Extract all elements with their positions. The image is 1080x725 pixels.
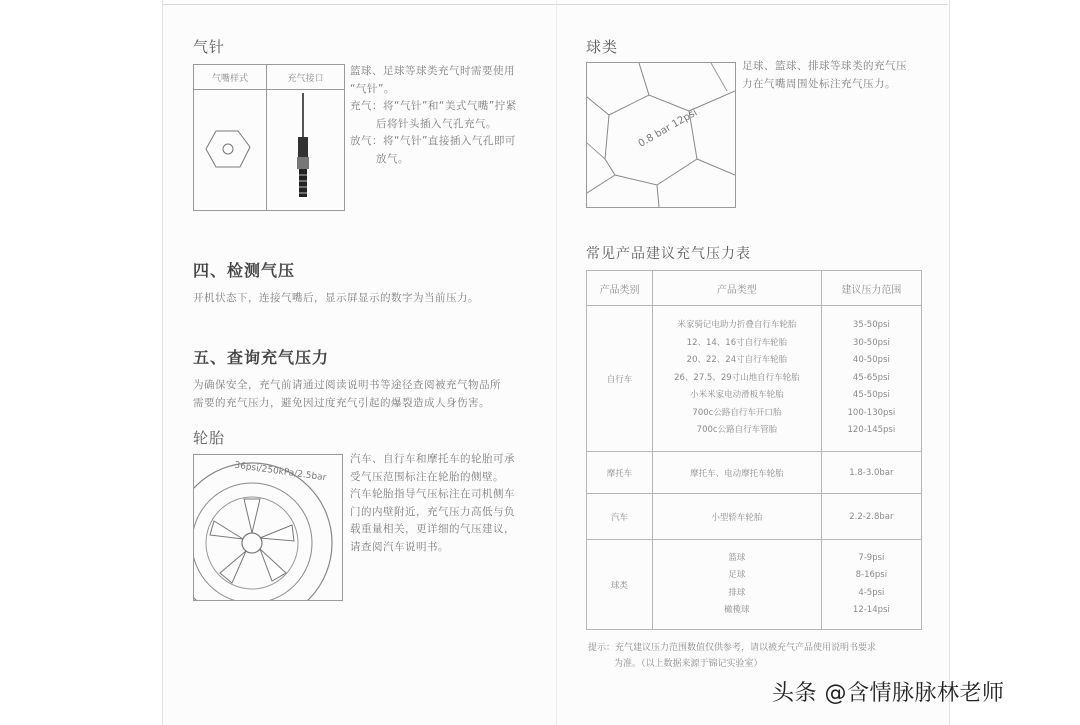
page-fold [556, 0, 557, 725]
category-cell: 自行车 [587, 306, 653, 452]
tire-title: 轮胎 [193, 429, 226, 447]
ball-title: 球类 [586, 38, 619, 56]
tire-line: 请查阅汽车说明书。 [350, 540, 449, 553]
table-row-bicycle [587, 306, 922, 452]
section5-line: 为确保安全，充气前请通过阅读说明书等途径查阅被充气物品所 [193, 379, 501, 391]
ball-line: 力在气嘴周围处标注充气压力。 [742, 77, 896, 90]
tire-sidewall-text: 36psi/250kPa/2.5bar [233, 460, 327, 484]
range-item: 45-50psi [852, 390, 890, 401]
range-cell: 1.8-3.0bar [821, 452, 921, 494]
range-item: 100-130psi [847, 407, 896, 418]
type-item: 700c公路自行车管胎 [696, 425, 778, 436]
table-row-balls [587, 540, 922, 630]
valve-style-header: 气嘴样式 [211, 74, 248, 84]
tire-description [350, 451, 540, 556]
note-line: 提示：充气建议压力范围数值仅供参考，请以被充气产品使用说明书要求 [588, 643, 877, 653]
needle-icon [292, 89, 314, 210]
type-item: 米家骑记电助力折叠自行车轮胎 [677, 320, 797, 331]
needle-line: 篮球、足球等球类充气时需要使用 [350, 65, 515, 77]
type-item: 700c公路自行车开口胎 [692, 407, 782, 418]
needle-title: 气针 [193, 38, 226, 56]
type-item: 篮球 [728, 552, 746, 563]
range-cell [821, 306, 921, 452]
needle-line: 充气：将“气针”和“美式气嘴”拧紧 [350, 100, 517, 112]
type-item: 足球 [728, 570, 746, 580]
header-type: 产品类型 [653, 271, 822, 306]
section5-text [193, 377, 501, 412]
needle-line: 放气。 [376, 152, 409, 165]
inflation-port-header: 充气接口 [287, 74, 324, 84]
section5-title: 五、查询充气压力 [193, 348, 330, 367]
table-row-motorcycle [587, 452, 922, 494]
range-item: 120-145psi [847, 425, 896, 436]
header-range: 建议压力范围 [821, 271, 921, 306]
ball-description [742, 58, 932, 93]
tire-line: 汽车轮胎指导气压标注在司机侧车 [350, 488, 515, 500]
table-header-row [587, 271, 922, 306]
needle-line: 放气：将“气针”直接插入气孔即可 [350, 135, 516, 147]
needle-line: “气针”。 [350, 82, 395, 95]
tire-line: 载重量相关，更详细的气压建议， [350, 523, 515, 535]
range-item: 7-9psi [858, 552, 885, 563]
section5-line: 需要的充气压力，避免因过度充气引起的爆裂造成人身伤害。 [193, 396, 490, 409]
type-cell [653, 306, 822, 452]
type-item: 橄榄球 [724, 605, 750, 615]
ball-pressure-label: 0.8 bar 12psi [636, 107, 700, 150]
note-line: 为准。（以上数据来源于锦记实验室） [614, 659, 763, 669]
section4-text: 开机状态下，连接气嘴后，显示屏显示的数字为当前压力。 [193, 292, 479, 304]
needle-figure-table [193, 64, 345, 211]
header-category: 产品类别 [587, 271, 653, 306]
valve-icon [202, 123, 258, 175]
ball-line: 足球、篮球、排球等球类的充气压 [742, 60, 907, 72]
range-item: 12-14psi [852, 605, 890, 615]
category-cell: 球类 [587, 540, 653, 630]
range-cell [821, 540, 921, 630]
table-notes [588, 640, 928, 672]
pressure-table [586, 270, 922, 630]
needle-description [350, 63, 540, 168]
section4-title: 四、检测气压 [193, 261, 296, 280]
range-item: 8-16psi [855, 570, 888, 580]
tire-line: 门的内壁附近，充气压力高低与负 [350, 505, 515, 518]
type-cell: 摩托车、电动摩托车轮胎 [653, 452, 822, 494]
range-item: 30-50psi [852, 337, 890, 348]
page-top-edge [162, 4, 948, 5]
type-item: 排球 [728, 587, 746, 598]
tire-line: 汽车、自行车和摩托车的轮胎可承 [350, 453, 515, 465]
category-cell: 摩托车 [587, 452, 653, 494]
tire-line: 受气压范围标注在轮胎的侧壁。 [350, 470, 504, 483]
needle-line: 后将针头插入气孔充气。 [376, 117, 497, 130]
watermark: 头条 @含情脉脉林老师 [772, 681, 1005, 706]
range-item: 40-50psi [852, 355, 890, 366]
table-row-car [587, 494, 922, 540]
type-item: 26、27.5、29寸山地自行车轮胎 [674, 372, 800, 383]
ball-figure [586, 62, 736, 208]
type-item: 12、14、16寸自行车轮胎 [686, 337, 788, 348]
type-cell: 小型轿车轮胎 [653, 494, 822, 540]
category-cell: 汽车 [587, 494, 653, 540]
range-item: 35-50psi [852, 320, 890, 331]
pressure-table-title: 常见产品建议充气压力表 [586, 246, 751, 262]
range-item: 4-5psi [858, 587, 885, 598]
type-item: 小米米家电动滑板车轮胎 [690, 390, 784, 401]
range-cell: 2.2-2.8bar [821, 494, 921, 540]
tire-figure [193, 454, 343, 601]
range-item: 45-65psi [852, 372, 890, 383]
type-cell [653, 540, 822, 630]
type-item: 20、22、24寸自行车轮胎 [686, 355, 788, 366]
